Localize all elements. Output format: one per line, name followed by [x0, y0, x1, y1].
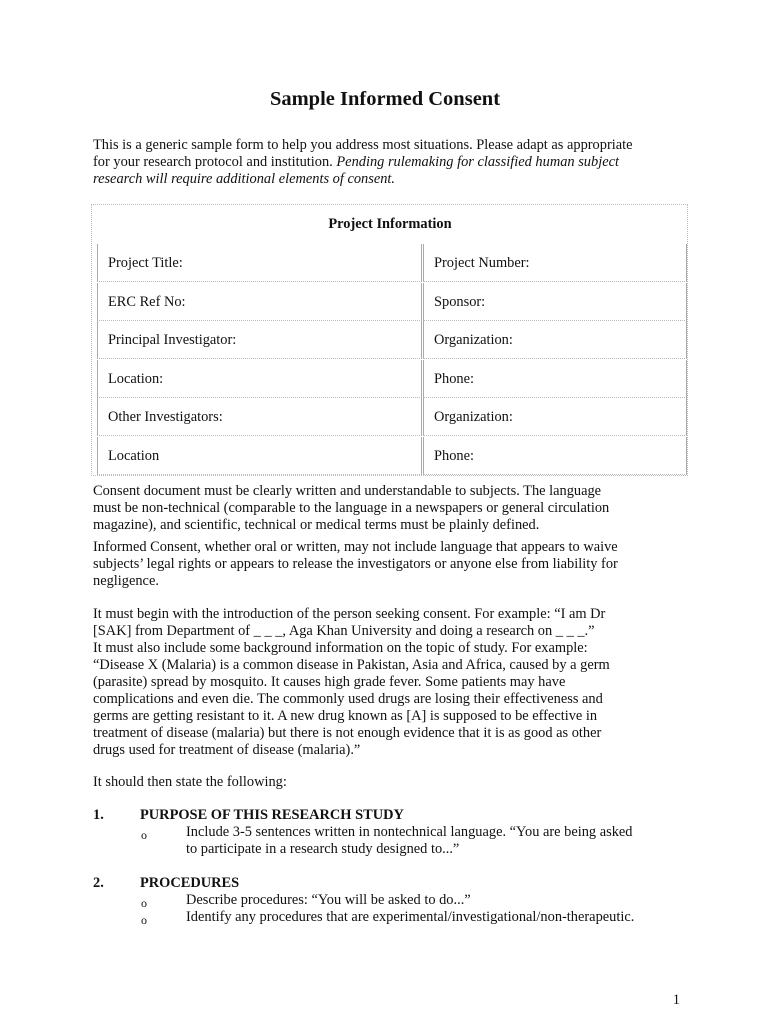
section-purpose	[0, 807, 770, 824]
intro-line-1: This is a generic sample form to help you address most situations. Please adapt as appropriate	[93, 137, 633, 153]
list-item	[0, 892, 770, 909]
bullet-marker: o	[141, 896, 147, 910]
page-title: Sample Informed Consent	[269, 88, 501, 110]
introduction-line: It must also include some background information on the topic of study. For example:	[93, 640, 588, 656]
other-organization-field: Organization:	[423, 398, 687, 436]
intro-paragraph	[93, 137, 677, 188]
page-number: 1	[672, 992, 680, 1008]
project-number-field: Project Number:	[423, 244, 687, 282]
informed-consent-paragraph	[93, 539, 677, 590]
consent-line: must be non-technical (comparable to the language in a newspapers or general circulation	[93, 500, 610, 516]
consent-line: magazine), and scientific, technical or medical terms must be plainly defined.	[93, 517, 540, 533]
other-location-field: Location	[97, 437, 422, 475]
project-title-field: Project Title:	[97, 244, 422, 282]
list-item	[0, 909, 770, 926]
other-phone-field: Phone:	[423, 437, 687, 475]
introduction-line: complications and even die. The commonly used drugs are losing their effectiveness and	[93, 691, 603, 707]
informed-line: negligence.	[93, 573, 159, 589]
other-investigators-field: Other Investigators:	[97, 398, 422, 436]
intro-line-2: for your research protocol and institution. Pending rulemaking for classified human subject	[93, 154, 619, 170]
list-item	[0, 824, 770, 858]
section-procedures	[0, 875, 770, 892]
informed-line: subjects’ legal rights or appears to release the investigators or anyone else from liability for	[93, 556, 618, 572]
introduction-line: treatment of disease (malaria) but there is not enough evidence that it is as good as other	[93, 725, 602, 741]
introduction-line: drugs used for treatment of disease (malaria).”	[93, 742, 361, 758]
organization-field: Organization:	[423, 321, 687, 359]
section-heading: PURPOSE OF THIS RESEARCH STUDY	[140, 807, 404, 823]
phone-field: Phone:	[423, 360, 687, 398]
section-heading: PROCEDURES	[140, 875, 240, 891]
introduction-line: (parasite) spread by mosquito. It causes high grade fever. Some patients may have	[93, 674, 566, 690]
location-field: Location:	[97, 360, 422, 398]
intro-line-3: research will require additional elements of consent.	[93, 171, 396, 187]
introduction-line: germs are getting resistant to it. A new drug known as [A] is supposed to be effective in	[93, 708, 598, 724]
state-following-text: It should then state the following:	[93, 774, 287, 790]
introduction-line: It must begin with the introduction of the person seeking consent. For example: “I am Dr	[93, 606, 606, 622]
informed-line: Informed Consent, whether oral or written, may not include language that appears to waive	[93, 539, 618, 555]
introduction-line: [SAK] from Department of _ _ _, Aga Khan University and doing a research on _ _ _.”	[93, 623, 595, 639]
bullet-marker: o	[141, 913, 147, 927]
bullet-text: Describe procedures: “You will be asked to do...”	[186, 892, 471, 908]
section-number: 2.	[93, 875, 104, 891]
bullet-marker: o	[141, 828, 147, 842]
erc-ref-field: ERC Ref No:	[97, 283, 422, 321]
introduction-paragraph	[93, 606, 677, 759]
principal-investigator-field: Principal Investigator:	[97, 321, 422, 359]
sponsor-field: Sponsor:	[423, 283, 687, 321]
project-information-header: Project Information	[328, 216, 452, 232]
bullet-text: Identify any procedures that are experimental/investigational/non-therapeutic.	[186, 909, 635, 925]
consent-document-paragraph	[93, 483, 677, 534]
section-number: 1.	[93, 807, 104, 823]
introduction-line: “Disease X (Malaria) is a common disease in Pakistan, Asia and Africa, caused by a germ	[93, 657, 610, 673]
consent-line: Consent document must be clearly written and understandable to subjects. The language	[93, 483, 602, 499]
bullet-text: Include 3-5 sentences written in nontechnical language. “You are being asked to participate in a research study designed to...”	[186, 824, 633, 857]
